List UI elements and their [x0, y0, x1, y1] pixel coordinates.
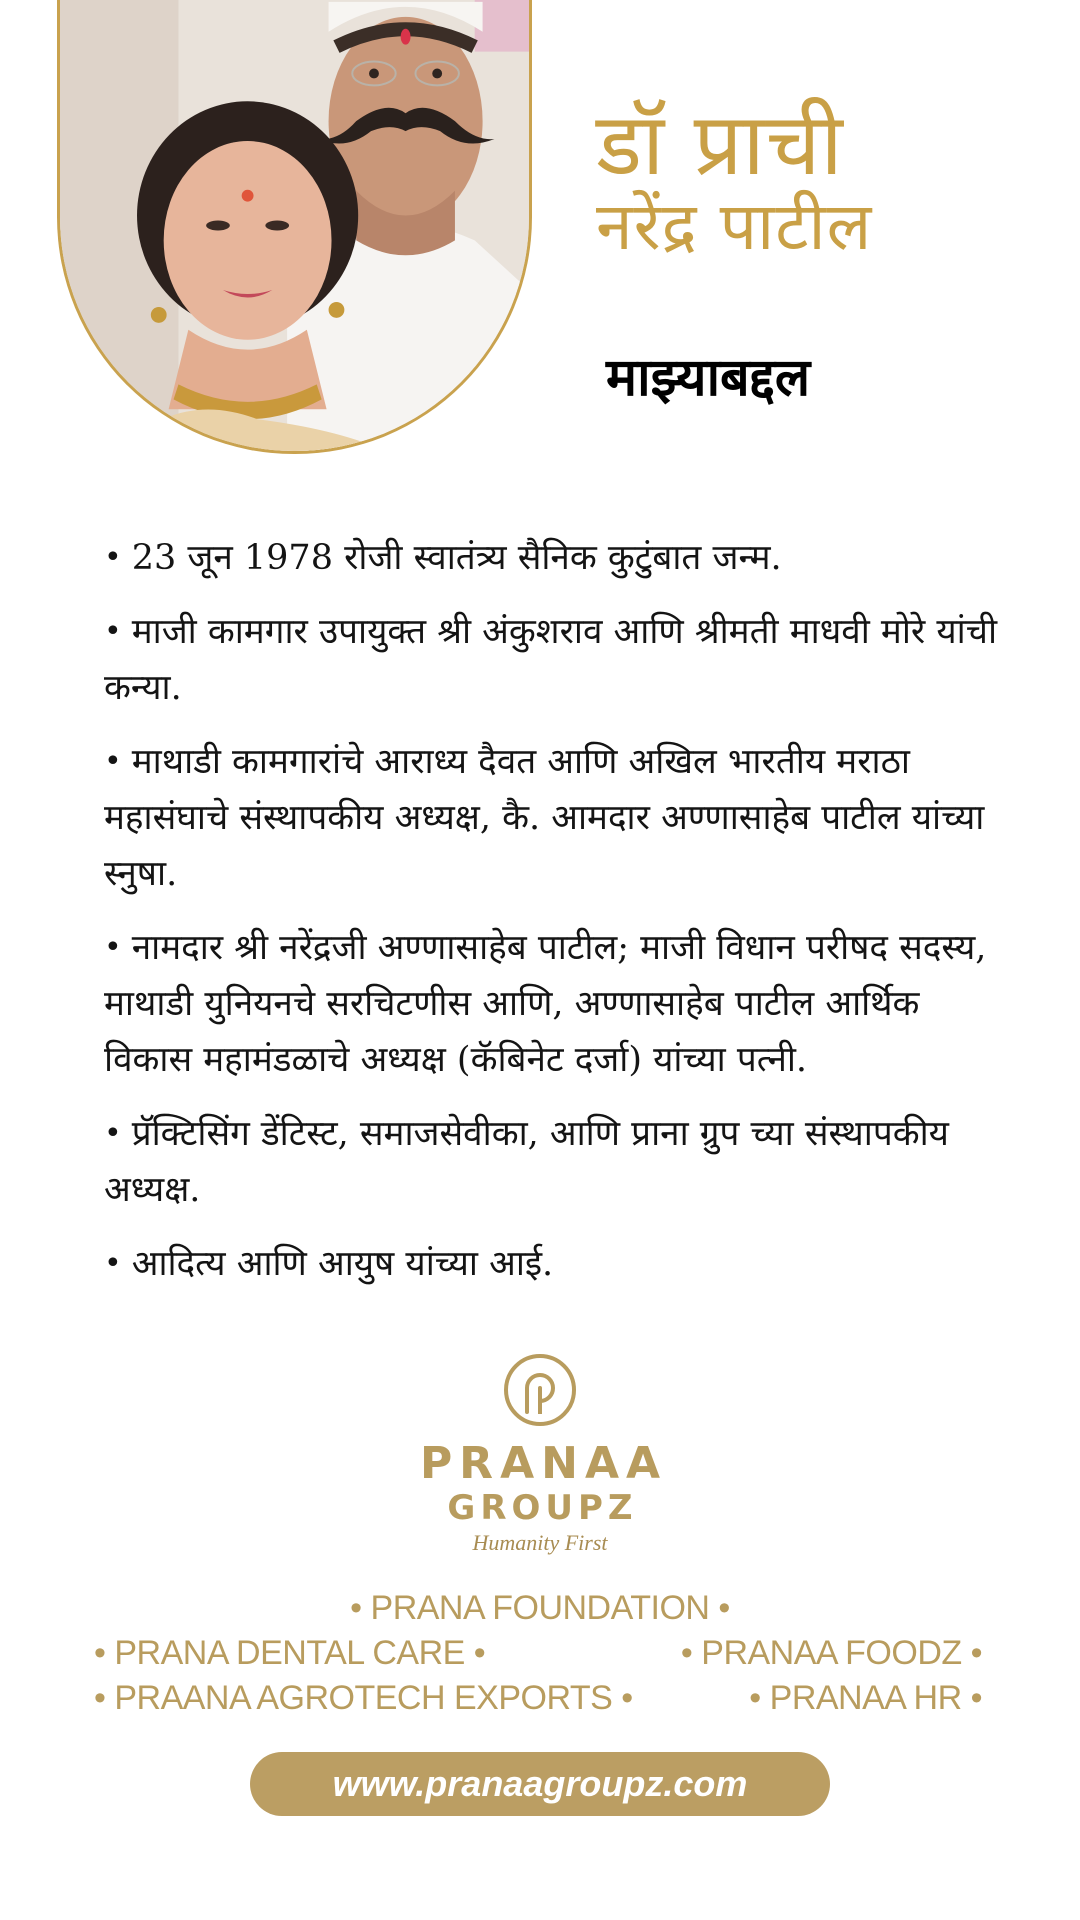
bio-item — [104, 604, 1004, 716]
bullet-icon: • — [104, 744, 122, 779]
bio-item — [104, 734, 1004, 902]
bullet-icon: • — [104, 1116, 122, 1151]
website-link[interactable]: www.pranaagroupz.com — [250, 1752, 830, 1816]
bio-item — [104, 1236, 1004, 1292]
company-row — [0, 1631, 1080, 1676]
company-row — [0, 1586, 1080, 1631]
bio-item-text: आदित्य आणि आयुष यांच्या आई. — [131, 1244, 554, 1284]
bio-item-text: माजी कामगार उपायुक्त श्री अंकुशराव आणि श्रीमती माधवी मोरे यांची कन्या. — [104, 612, 998, 708]
bullet-icon: • — [104, 614, 122, 649]
brand-name-secondary: GROUPZ — [447, 1488, 638, 1528]
name-first-line: डॉ प्राची — [596, 95, 844, 195]
company-pranaa-foodz: • PRANAA FOODZ • — [680, 1634, 982, 1672]
bio-item-text: प्रॅक्टिसिंग डेंटिस्ट, समाजसेवीका, आणि प्राना ग्रुप च्या संस्थापकीय अध्यक्ष. — [104, 1114, 949, 1210]
brand-name-primary: PRANAA — [419, 1438, 668, 1489]
bio-item-text: 23 जून 1978 रोजी स्वातंत्र्य सैनिक कुटुंबात जन्म. — [131, 538, 782, 578]
p-circle-logo-icon — [502, 1352, 578, 1428]
bio-item-text: माथाडी कामगारांचे आराध्य दैवत आणि अखिल भारतीय मराठा महासंघाचे संस्थापकीय अध्यक्ष, कै. आमदार अण्णासाहेब पाटील यांच्या स्नुषा. — [104, 742, 985, 894]
bullet-icon: • — [104, 540, 122, 575]
about-me-heading: माझ्याबद्दल — [606, 348, 811, 408]
brand-logo — [0, 1352, 1080, 1556]
name-second-line: नरेंद्र पाटील — [596, 188, 873, 266]
company-praana-agrotech-exports: • PRAANA AGROTECH EXPORTS • — [94, 1679, 633, 1717]
bio-item — [104, 920, 1004, 1088]
portrait-illustration — [60, 0, 529, 451]
company-pranaa-hr: • PRANAA HR • — [749, 1679, 982, 1717]
company-row — [0, 1676, 1080, 1721]
bio-list — [104, 530, 1004, 1310]
company-prana-foundation: • PRANA FOUNDATION • — [350, 1589, 730, 1627]
bullet-icon: • — [104, 1246, 122, 1281]
bio-item — [104, 530, 1004, 586]
bio-item-text: नामदार श्री नरेंद्रजी अण्णासाहेब पाटील; माजी विधान परीषद सदस्य, माथाडी युनियनचे सरचिटणीस आणि, अण्णासाहेब पाटील आर्थिक विकास महामंडळाचे अध्यक्ष (कॅबिनेट दर्जा) यांच्या पत्नी. — [104, 928, 987, 1080]
company-prana-dental-care: • PRANA DENTAL CARE • — [94, 1634, 486, 1672]
portrait-photo — [57, 0, 532, 454]
bullet-icon: • — [104, 930, 122, 965]
brand-tagline: Humanity First — [472, 1530, 608, 1555]
companies-list — [0, 1586, 1080, 1721]
profile-name — [596, 95, 1016, 266]
bio-item — [104, 1106, 1004, 1218]
